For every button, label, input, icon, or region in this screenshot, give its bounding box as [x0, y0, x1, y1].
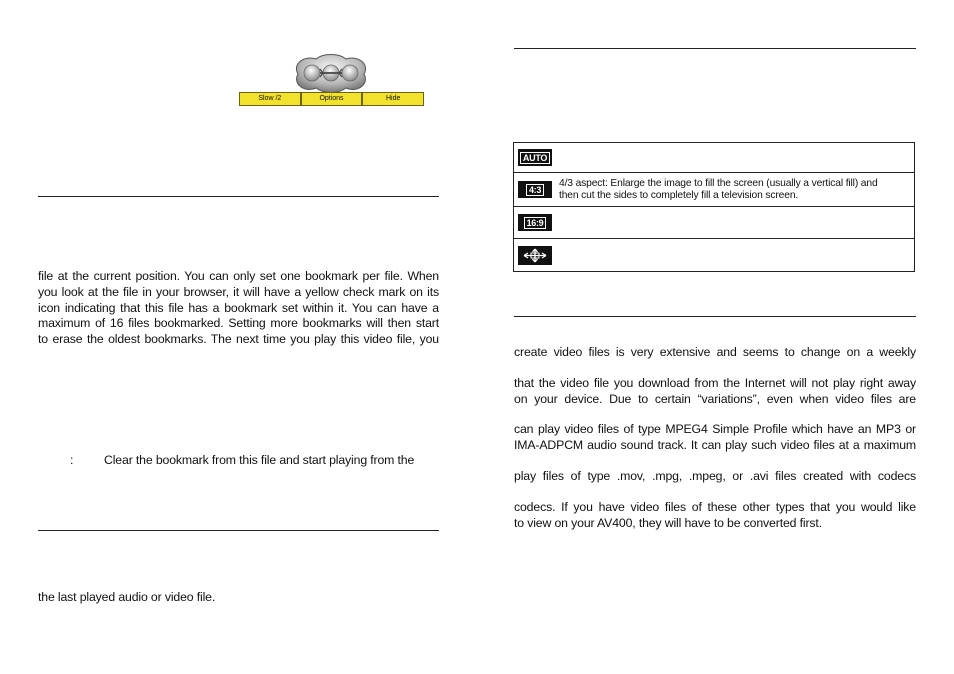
- description-line: then cut the sides to completely fill a television screen.: [559, 189, 799, 201]
- paragraph-line: icon indicating that this file has a bookmark set within it. You can have a: [38, 300, 439, 315]
- options-button[interactable]: Options: [301, 92, 363, 106]
- aspect-row-stretch: [514, 239, 914, 272]
- paragraph-line: can play video files of type MPEG4 Simple Profile which have an MP3 or: [514, 422, 916, 436]
- aspect-4-3-description: [559, 178, 908, 201]
- video-paragraph-1: [514, 345, 916, 361]
- section-divider: [514, 316, 916, 317]
- paragraph-line: codecs. If you have video files of these other types that you would like: [514, 500, 916, 514]
- clear-bookmark-colon: :: [70, 453, 74, 467]
- auto-aspect-icon: AUTO: [518, 149, 552, 166]
- hide-button[interactable]: Hide: [362, 92, 424, 106]
- video-paragraph-2: [514, 376, 916, 408]
- paragraph-line: file at the current position. You can only set one bookmark per file. When: [38, 269, 439, 283]
- paragraph-line: you look at the file in your browser, it will have a yellow check mark on its: [38, 284, 439, 299]
- aspect-row-4-3: [514, 173, 914, 207]
- last-played-text: the last played audio or video file.: [38, 590, 216, 604]
- paragraph-line: that the video file you download from the Internet will not play right away: [514, 376, 916, 390]
- video-paragraph-5: [514, 500, 916, 532]
- aspect-ratio-table: [513, 142, 915, 272]
- paragraph-line: create video files is very extensive and seems to change on a weekly: [514, 345, 916, 359]
- stretch-icon: [518, 246, 552, 265]
- bookmark-paragraph: [38, 269, 439, 348]
- paragraph-line: maximum of 16 files bookmarked. Setting more bookmarks will then start: [38, 316, 439, 331]
- paragraph-line: to view on your AV400, they will have to be converted first.: [514, 515, 822, 530]
- section-divider: [38, 196, 439, 197]
- remote-control-graphic: [290, 52, 372, 94]
- slow-button[interactable]: Slow /2: [239, 92, 301, 106]
- stretch-arrows-icon: [522, 248, 548, 263]
- aspect-row-16-9: [514, 207, 914, 239]
- paragraph-line: on your device. Due to certain “variations”, even when video files are: [514, 391, 916, 406]
- aspect-row-auto: [514, 143, 914, 173]
- aspect-4-3-icon: 4:3: [518, 181, 552, 198]
- paragraph-line: IMA-ADPCM audio sound track. It can play such video files at a maximum: [514, 437, 916, 452]
- video-paragraph-4: [514, 469, 916, 485]
- description-line: 4/3 aspect: Enlarge the image to fill the screen (usually a vertical fill) and: [559, 178, 878, 189]
- paragraph-line: play files of type .mov, .mpg, .mpeg, or .avi files created with codecs: [514, 469, 916, 483]
- clear-bookmark-description: Clear the bookmark from this file and start playing from the: [104, 453, 415, 467]
- paragraph-line: to erase the oldest bookmarks. The next time you play this video file, you: [38, 332, 439, 347]
- section-divider: [38, 530, 439, 531]
- video-paragraph-3: [514, 422, 916, 454]
- remote-button-bar: [239, 92, 424, 106]
- section-divider: [514, 48, 916, 49]
- aspect-16-9-icon: 16:9: [518, 214, 552, 231]
